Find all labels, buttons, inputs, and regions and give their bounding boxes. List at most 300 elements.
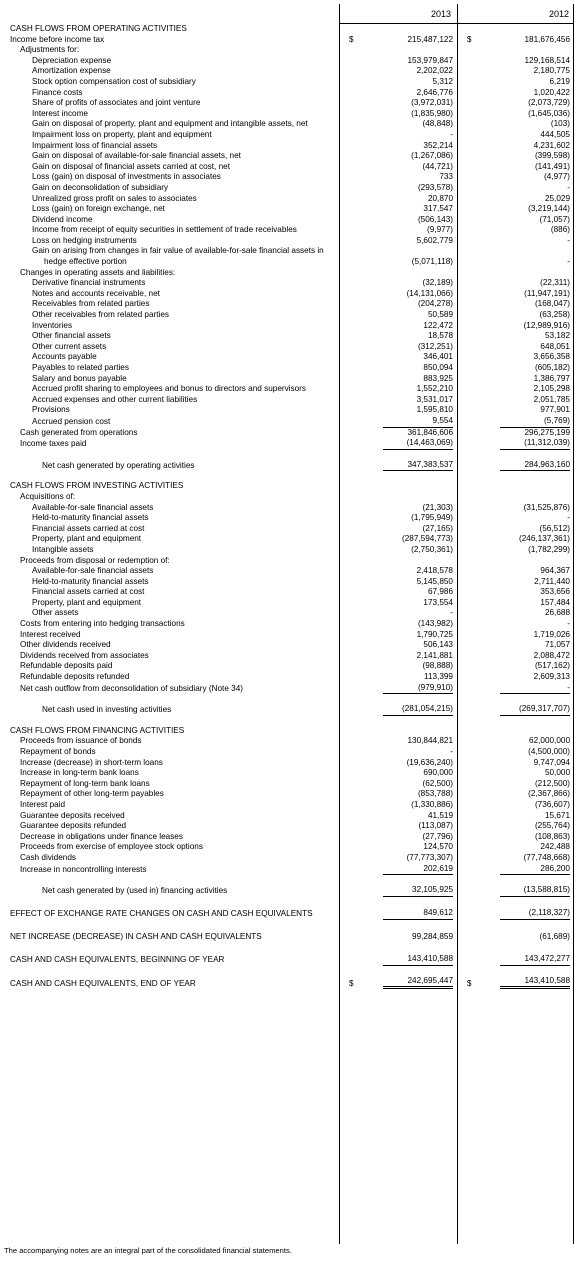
amount: 347,383,537 — [383, 460, 453, 472]
currency-symbol — [339, 534, 357, 545]
value-2012 — [475, 56, 574, 67]
amount: 129,168,514 — [524, 55, 570, 65]
row-label: NET INCREASE (DECREASE) IN CASH AND CASH EQUIVALENTS — [10, 932, 262, 942]
row-label: Accrued profit sharing to employees and bonus to directors and supervisors — [32, 384, 306, 394]
value-2012 — [475, 704, 574, 716]
currency-symbol — [339, 545, 357, 556]
column-header — [4, 4, 574, 24]
value-2012 — [475, 268, 574, 279]
currency-symbol — [339, 513, 357, 524]
value-2012 — [475, 566, 574, 577]
amount: 99,284,859 — [412, 932, 453, 942]
currency-symbol — [457, 566, 475, 577]
currency-symbol — [457, 800, 475, 811]
amount: 284,963,160 — [500, 460, 570, 472]
value-2012 — [475, 524, 574, 535]
value-2013 — [357, 736, 457, 747]
amount: (61,689) — [539, 932, 570, 942]
currency-symbol — [457, 811, 475, 822]
currency-symbol — [457, 907, 475, 920]
row-label: Increase in long-term bank loans — [20, 768, 139, 778]
currency-symbol — [339, 885, 357, 897]
currency-symbol — [457, 683, 475, 695]
value-2012 — [475, 363, 574, 374]
row-label: Increase in noncontrolling interests — [20, 864, 147, 874]
value-2012 — [475, 215, 574, 226]
row-label: CASH AND CASH EQUIVALENTS, BEGINNING OF YEAR — [10, 955, 225, 965]
row-label: Stock option compensation cost of subsidiary — [32, 76, 196, 86]
statement-row — [4, 556, 574, 567]
currency-symbol — [457, 88, 475, 99]
currency-symbol — [339, 460, 357, 472]
currency-symbol — [457, 215, 475, 226]
value-2012 — [475, 236, 574, 247]
statement-row — [4, 640, 574, 651]
currency-symbol — [457, 513, 475, 524]
value-2013 — [357, 416, 457, 428]
currency-symbol — [457, 236, 475, 247]
value-2012 — [475, 789, 574, 800]
spacer-row — [4, 694, 574, 704]
amount: 2,711,440 — [534, 576, 570, 586]
row-label: CASH FLOWS FROM FINANCING ACTIVITIES — [10, 725, 185, 735]
statement-row — [4, 384, 574, 395]
amount: 2,418,578 — [416, 566, 453, 576]
row-label: Amortization expense — [32, 66, 111, 76]
statement-row — [4, 225, 574, 236]
amount: (312,251) — [417, 341, 453, 351]
spacer-row — [4, 875, 574, 885]
amount: - — [450, 608, 453, 618]
statement-row — [4, 24, 574, 35]
amount: 130,844,821 — [407, 736, 453, 746]
value-2012 — [475, 651, 574, 662]
currency-symbol — [339, 162, 357, 173]
currency-symbol — [339, 363, 357, 374]
currency-symbol — [457, 384, 475, 395]
currency-symbol — [457, 726, 475, 737]
amount: 26,688 — [544, 608, 570, 618]
value-2013 — [357, 758, 457, 769]
currency-symbol — [339, 405, 357, 416]
amount: (143,982) — [417, 619, 453, 629]
amount: (71,057) — [539, 214, 570, 224]
amount: (62,500) — [422, 778, 453, 788]
value-2013 — [357, 651, 457, 662]
currency-symbol — [457, 460, 475, 472]
row-label: Accrued pension cost — [32, 416, 111, 426]
statement-row — [4, 428, 574, 439]
value-2012 — [475, 758, 574, 769]
column-divider-right — [573, 4, 574, 1244]
value-2012 — [475, 141, 574, 152]
amount: 733 — [439, 172, 453, 182]
value-2012 — [475, 310, 574, 321]
currency-symbol — [339, 672, 357, 683]
statement-row — [4, 438, 574, 450]
amount: (4,500,000) — [528, 747, 570, 756]
row-label: Guarantee deposits received — [20, 810, 125, 820]
row-label: CASH FLOWS FROM INVESTING ACTIVITIES — [10, 481, 184, 491]
value-2013 — [357, 172, 457, 183]
value-2013 — [357, 183, 457, 194]
currency-symbol — [457, 619, 475, 630]
currency-symbol — [339, 768, 357, 779]
row-label: Impairment loss on property, plant and equipment — [32, 129, 212, 139]
row-label: Refundable deposits paid — [20, 661, 113, 671]
value-2012 — [475, 930, 574, 943]
row-label: Decrease in obligations under finance leases — [20, 831, 183, 841]
currency-symbol — [339, 56, 357, 67]
currency-symbol — [457, 524, 475, 535]
value-2013 — [357, 374, 457, 385]
currency-symbol — [339, 109, 357, 120]
value-2012 — [475, 811, 574, 822]
value-2013 — [357, 35, 457, 46]
currency-symbol — [339, 183, 357, 194]
value-2013 — [357, 384, 457, 395]
row-label: EFFECT OF EXCHANGE RATE CHANGES ON CASH AND CASH EQUIVALENTS — [10, 909, 313, 919]
value-2012 — [475, 842, 574, 853]
value-2013 — [357, 619, 457, 630]
value-2012 — [475, 45, 574, 56]
value-2012 — [475, 608, 574, 619]
amount: (9,977) — [427, 225, 453, 235]
currency-symbol — [457, 481, 475, 492]
currency-symbol — [457, 503, 475, 514]
value-2013 — [357, 976, 457, 990]
statement-row — [4, 460, 574, 472]
amount: 25,029 — [544, 193, 570, 203]
statement-row — [4, 56, 574, 67]
amount: (1,645,036) — [528, 108, 570, 118]
row-label: Gain on disposal of financial assets carried at cost, net — [32, 161, 230, 171]
row-label: Refundable deposits refunded — [20, 672, 130, 682]
value-2013 — [357, 930, 457, 943]
currency-symbol — [457, 289, 475, 300]
currency-symbol — [457, 395, 475, 406]
value-2013 — [357, 842, 457, 853]
currency-symbol — [339, 384, 357, 395]
row-label: hedge effective portion — [44, 257, 127, 267]
amount: (281,054,215) — [383, 704, 453, 716]
currency-symbol — [339, 842, 357, 853]
currency-symbol — [339, 225, 357, 236]
value-2013 — [357, 24, 457, 35]
currency-symbol — [457, 278, 475, 289]
amount: (2,367,866) — [528, 789, 570, 799]
amount: (4,977) — [544, 172, 570, 182]
value-2013 — [357, 405, 457, 416]
statement-row — [4, 88, 574, 99]
value-2013 — [357, 268, 457, 279]
statement-row — [4, 363, 574, 374]
row-label: Proceeds from exercise of employee stock options — [20, 842, 203, 852]
amount: (287,594,773) — [402, 534, 453, 544]
value-2012 — [475, 640, 574, 651]
amount: (506,143) — [417, 214, 453, 224]
amount: 143,410,588 — [383, 954, 453, 966]
statement-row — [4, 352, 574, 363]
currency-symbol — [339, 130, 357, 141]
row-label: Loss (gain) on foreign exchange, net — [32, 204, 165, 214]
currency-symbol — [339, 800, 357, 811]
value-2013 — [357, 683, 457, 695]
value-2013 — [357, 640, 457, 651]
statement-row — [4, 619, 574, 630]
amount: (293,578) — [417, 182, 453, 192]
value-2013 — [357, 704, 457, 716]
statement-row — [4, 768, 574, 779]
statement-row — [4, 545, 574, 556]
currency-symbol — [339, 278, 357, 289]
amount: (979,910) — [383, 683, 453, 695]
amount: 53,182 — [544, 331, 570, 341]
statement-row — [4, 151, 574, 162]
row-label: Other financial assets — [32, 331, 111, 341]
currency-symbol — [339, 268, 357, 279]
row-label: Interest income — [32, 108, 88, 118]
value-2013 — [357, 438, 457, 450]
value-2012 — [475, 66, 574, 77]
currency-symbol — [457, 661, 475, 672]
currency-symbol — [457, 953, 475, 966]
amount: - — [450, 129, 453, 139]
value-2012 — [475, 416, 574, 428]
value-2013 — [357, 545, 457, 556]
value-2012 — [475, 907, 574, 920]
statement-row — [4, 77, 574, 88]
currency-symbol — [457, 194, 475, 205]
currency-symbol — [457, 768, 475, 779]
currency-symbol — [457, 77, 475, 88]
amount: (12,989,916) — [523, 320, 570, 330]
amount: 50,000 — [544, 768, 570, 778]
amount: 3,656,358 — [533, 352, 570, 362]
row-label: Guarantee deposits refunded — [20, 821, 127, 831]
value-2012 — [475, 821, 574, 832]
value-2012 — [475, 194, 574, 205]
statement-row — [4, 331, 574, 342]
amount: 5,312 — [432, 76, 453, 86]
amount: (13,588,815) — [500, 885, 570, 897]
currency-symbol — [339, 141, 357, 152]
amount: 352,214 — [423, 140, 453, 150]
currency-symbol — [339, 310, 357, 321]
currency-symbol — [339, 352, 357, 363]
statement-row — [4, 842, 574, 853]
value-2012 — [475, 800, 574, 811]
statement-row — [4, 747, 574, 758]
amount: (736,607) — [534, 799, 570, 809]
currency-symbol — [339, 492, 357, 503]
currency-symbol — [457, 736, 475, 747]
amount: (3,972,031) — [411, 98, 453, 108]
amount: 153,979,847 — [407, 55, 453, 65]
value-2012 — [475, 747, 574, 758]
spacer-row — [4, 943, 574, 953]
amount: 215,487,122 — [407, 34, 453, 44]
statement-row — [4, 405, 574, 416]
currency-symbol — [457, 832, 475, 843]
currency-symbol: $ — [349, 34, 354, 44]
statement-row — [4, 758, 574, 769]
amount: (11,947,191) — [524, 288, 570, 298]
value-2012 — [475, 832, 574, 843]
row-label: Costs from entering into hedging transactions — [20, 619, 185, 629]
currency-symbol — [457, 268, 475, 279]
amount: 2,141,881 — [416, 650, 453, 660]
amount: (246,137,361) — [519, 534, 570, 544]
currency-symbol — [457, 405, 475, 416]
currency-symbol — [457, 747, 475, 758]
amount: 883,925 — [423, 373, 453, 383]
amount: 850,094 — [423, 363, 453, 372]
statement-row — [4, 953, 574, 966]
amount: - — [450, 747, 453, 756]
currency-symbol — [339, 438, 357, 450]
value-2013 — [357, 556, 457, 567]
statement-row — [4, 566, 574, 577]
amount: - — [567, 235, 570, 245]
currency-symbol — [339, 747, 357, 758]
value-2012 — [475, 683, 574, 695]
amount: 3,531,017 — [416, 394, 453, 404]
currency-symbol — [339, 779, 357, 790]
currency-symbol — [339, 215, 357, 226]
value-2012 — [475, 183, 574, 194]
statement-row — [4, 513, 574, 524]
currency-symbol — [339, 789, 357, 800]
currency-symbol — [457, 598, 475, 609]
value-2013 — [357, 768, 457, 779]
amount: 62,000,000 — [529, 736, 570, 746]
row-label: Accounts payable — [32, 352, 97, 362]
row-label: Increase (decrease) in short-term loans — [20, 757, 163, 767]
value-2013 — [357, 492, 457, 503]
statement-row — [4, 321, 574, 332]
row-label: Gain on arising from changes in fair value of available-for-sale financial assets in — [32, 246, 324, 256]
amount: (1,795,949) — [411, 513, 453, 523]
value-2012 — [475, 953, 574, 966]
row-label: Held-to-maturity financial assets — [32, 576, 149, 586]
currency-symbol — [339, 257, 357, 268]
row-label: Income taxes paid — [20, 439, 87, 449]
row-label: Other current assets — [32, 341, 107, 351]
value-2013 — [357, 352, 457, 363]
currency-symbol — [457, 492, 475, 503]
currency-symbol — [339, 88, 357, 99]
currency-symbol — [339, 172, 357, 183]
currency-symbol — [457, 630, 475, 641]
currency-symbol — [457, 246, 475, 257]
value-2013 — [357, 321, 457, 332]
currency-symbol — [457, 853, 475, 864]
currency-symbol — [339, 598, 357, 609]
amount: (853,788) — [417, 789, 453, 799]
amount: (1,835,980) — [411, 108, 453, 118]
amount: 1,595,810 — [416, 405, 453, 415]
spacer-row — [4, 920, 574, 930]
currency-symbol — [457, 842, 475, 853]
currency-symbol — [339, 481, 357, 492]
value-2012 — [475, 976, 574, 990]
row-label: Salary and bonus payable — [32, 373, 127, 383]
amount: 242,695,447 — [383, 976, 453, 990]
value-2013 — [357, 811, 457, 822]
amount: 1,719,026 — [533, 629, 570, 639]
row-label: Other dividends received — [20, 640, 111, 650]
value-2013 — [357, 821, 457, 832]
value-2013 — [357, 726, 457, 737]
row-label: Gain on deconsolidation of subsidiary — [32, 182, 169, 192]
value-2012 — [475, 768, 574, 779]
amount: 346,401 — [423, 352, 453, 362]
value-2013 — [357, 310, 457, 321]
statement-row — [4, 608, 574, 619]
amount: (399,598) — [534, 151, 570, 161]
amount: (168,047) — [534, 299, 570, 309]
currency-symbol — [457, 577, 475, 588]
statement-row — [4, 162, 574, 173]
amount: 2,105,298 — [533, 384, 570, 394]
row-label: Cash dividends — [20, 852, 76, 862]
row-label: Interest received — [20, 629, 81, 639]
value-2013 — [357, 864, 457, 876]
currency-symbol — [457, 109, 475, 120]
spacer-row — [4, 716, 574, 726]
statement-row — [4, 194, 574, 205]
value-2012 — [475, 162, 574, 173]
currency-symbol — [339, 66, 357, 77]
currency-symbol — [339, 821, 357, 832]
value-2012 — [475, 88, 574, 99]
value-2012 — [475, 736, 574, 747]
statement-row — [4, 310, 574, 321]
statement-row — [4, 299, 574, 310]
statement-row — [4, 907, 574, 920]
row-label: Payables to related parties — [32, 363, 129, 372]
statement-row — [4, 204, 574, 215]
amount: (517,162) — [534, 661, 570, 671]
statement-row — [4, 130, 574, 141]
amount: (98,888) — [422, 661, 453, 671]
amount: 296,275,199 — [524, 427, 570, 437]
currency-symbol — [339, 556, 357, 567]
value-2013 — [357, 481, 457, 492]
row-label: Property, plant and equipment — [32, 597, 142, 607]
row-label: Financial assets carried at cost — [32, 587, 145, 597]
currency-symbol — [457, 352, 475, 363]
value-2013 — [357, 661, 457, 672]
row-label: Repayment of bonds — [20, 747, 96, 756]
currency-symbol — [339, 832, 357, 843]
statement-row — [4, 374, 574, 385]
amount: (21,303) — [422, 502, 453, 512]
row-label: Loss (gain) on disposal of investments in associates — [32, 172, 221, 182]
row-label: Other receivables from related parties — [32, 310, 169, 320]
value-2013 — [357, 246, 457, 257]
value-2012 — [475, 119, 574, 130]
currency-symbol — [339, 98, 357, 109]
amount: (63,258) — [539, 310, 570, 320]
value-2012 — [475, 885, 574, 897]
value-2012 — [475, 630, 574, 641]
value-2013 — [357, 789, 457, 800]
value-2012 — [475, 672, 574, 683]
value-2013 — [357, 45, 457, 56]
statement-row — [4, 598, 574, 609]
